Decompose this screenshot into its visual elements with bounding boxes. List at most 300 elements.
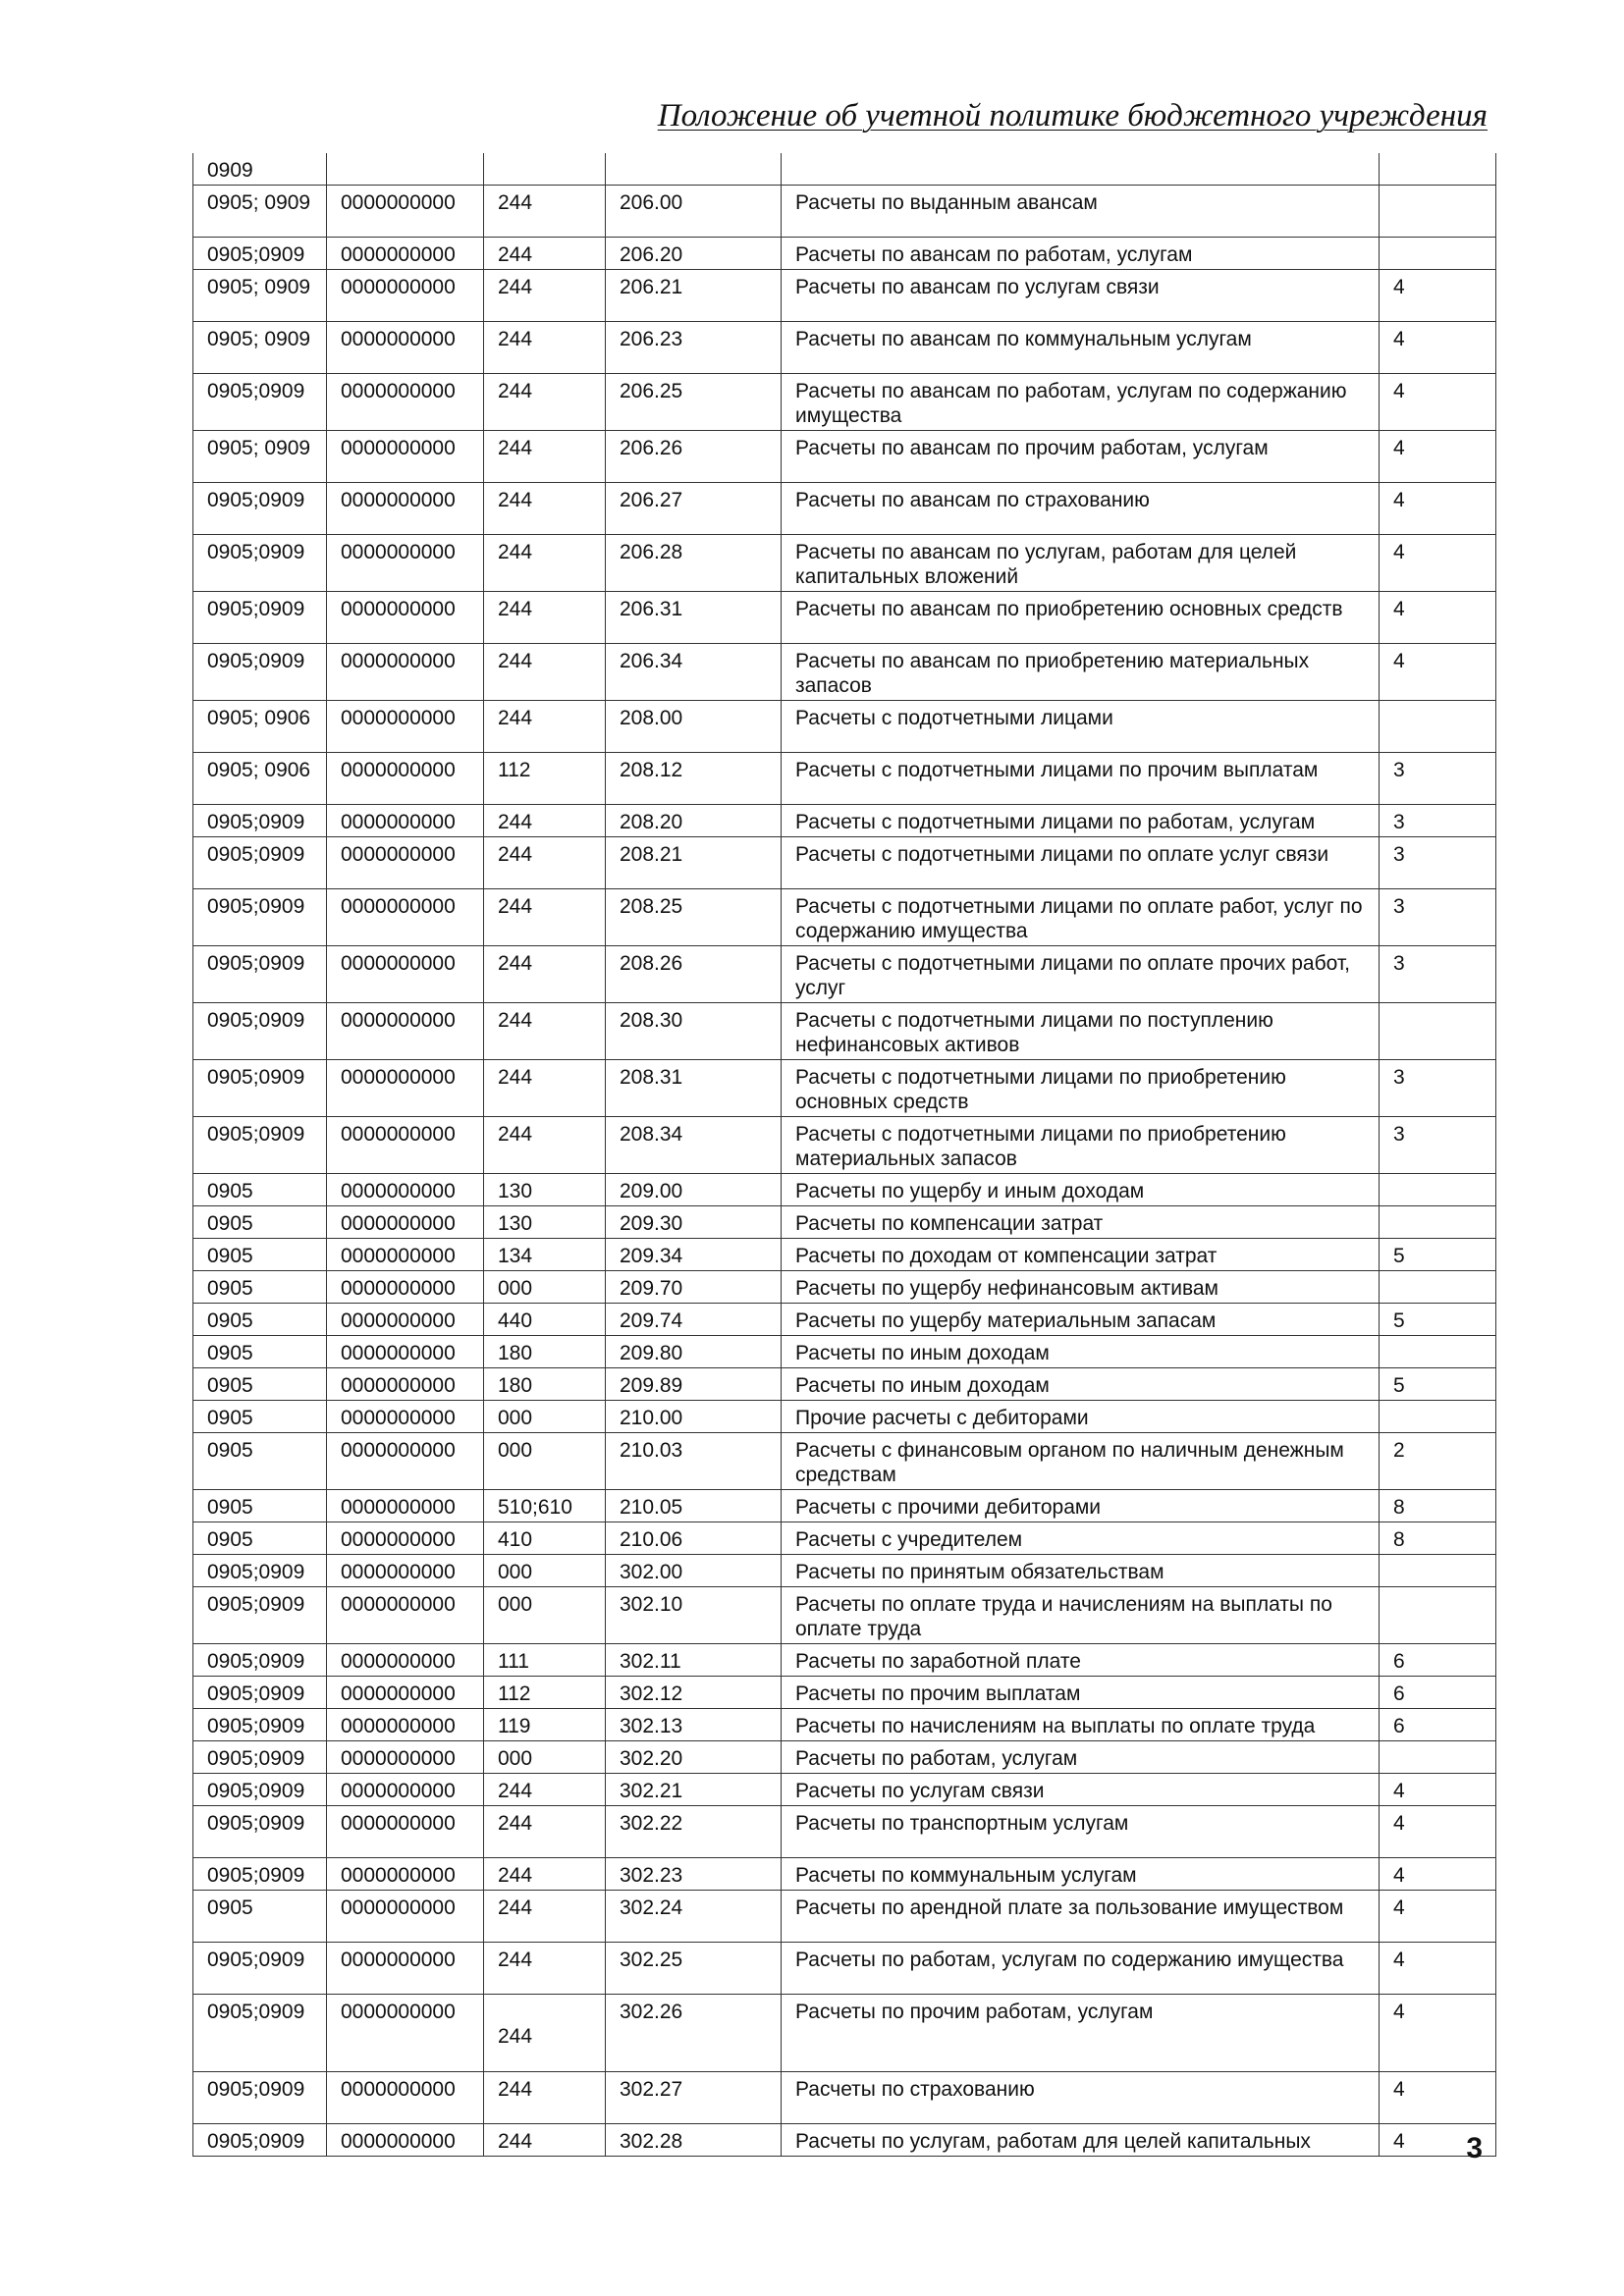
cell-account-name: Прочие расчеты с дебиторами — [782, 1401, 1380, 1433]
cell-kod: 4 — [1380, 644, 1496, 701]
cell-kod: 5 — [1380, 1239, 1496, 1271]
cell-kvr: 244 — [484, 889, 606, 946]
cell-account-name: Расчеты с подотчетными лицами по приобретению основных средств — [782, 1060, 1380, 1117]
cell-kcsr: 0000000000 — [327, 186, 484, 238]
cell-kvr: 244 — [484, 1806, 606, 1858]
cell-schet: 206.31 — [606, 592, 782, 644]
cell-account-name: Расчеты с подотчетными лицами по оплате услуг связи — [782, 837, 1380, 889]
cell-schet: 208.21 — [606, 837, 782, 889]
table-row — [193, 1239, 1496, 1271]
cell-schet: 302.13 — [606, 1709, 782, 1741]
cell-account-name: Расчеты по услугам связи — [782, 1774, 1380, 1806]
cell-razdel: 0905; 0906 — [193, 753, 327, 805]
cell-kcsr: 0000000000 — [327, 1774, 484, 1806]
cell-account-name: Расчеты по заработной плате — [782, 1644, 1380, 1677]
table-row — [193, 1271, 1496, 1304]
cell-kod — [1380, 701, 1496, 753]
cell-razdel: 0905;0909 — [193, 946, 327, 1003]
cell-account-name: Расчеты с финансовым органом по наличным денежным средствам — [782, 1433, 1380, 1490]
cell-kod: 3 — [1380, 805, 1496, 837]
cell-kcsr: 0000000000 — [327, 1587, 484, 1644]
cell-kvr: 119 — [484, 1709, 606, 1741]
cell-schet: 302.12 — [606, 1677, 782, 1709]
cell-kvr: 244 — [484, 2124, 606, 2157]
cell-razdel: 0905;0909 — [193, 483, 327, 535]
cell-razdel: 0905; 0909 — [193, 322, 327, 374]
cell-schet: 302.21 — [606, 1774, 782, 1806]
cell-kcsr: 0000000000 — [327, 322, 484, 374]
table-row — [193, 805, 1496, 837]
cell-kcsr: 0000000000 — [327, 374, 484, 431]
cell-kod: 4 — [1380, 1806, 1496, 1858]
cell-kod: 8 — [1380, 1522, 1496, 1555]
cell-account-name: Расчеты с учредителем — [782, 1522, 1380, 1555]
cell-kvr: 000 — [484, 1401, 606, 1433]
cell-account-name: Расчеты по авансам по прочим работам, услугам — [782, 431, 1380, 483]
cell-kvr: 130 — [484, 1206, 606, 1239]
cell-schet: 208.34 — [606, 1117, 782, 1174]
cell-razdel: 0905;0909 — [193, 1117, 327, 1174]
cell-kvr: 244 — [484, 946, 606, 1003]
cell-kod: 6 — [1380, 1677, 1496, 1709]
cell-schet: 208.30 — [606, 1003, 782, 1060]
cell-kvr: 244 — [484, 270, 606, 322]
cell-razdel: 0905;0909 — [193, 837, 327, 889]
cell-schet: 302.25 — [606, 1943, 782, 1995]
cell-schet: 208.26 — [606, 946, 782, 1003]
cell-kcsr: 0000000000 — [327, 889, 484, 946]
table-row — [193, 431, 1496, 483]
cell-kod — [1380, 1336, 1496, 1368]
table-row — [193, 753, 1496, 805]
cell-kvr: 244 — [484, 1891, 606, 1943]
cell-kod: 3 — [1380, 753, 1496, 805]
cell-kcsr: 0000000000 — [327, 1117, 484, 1174]
table-row — [193, 1368, 1496, 1401]
cell-account-name: Расчеты по ущербу нефинансовым активам — [782, 1271, 1380, 1304]
cell-schet: 206.25 — [606, 374, 782, 431]
cell-razdel: 0905 — [193, 1304, 327, 1336]
cell-kvr: 244 — [484, 2072, 606, 2124]
table-row — [193, 1587, 1496, 1644]
table-row — [193, 270, 1496, 322]
cell-kod: 4 — [1380, 1774, 1496, 1806]
cell-kcsr: 0000000000 — [327, 1206, 484, 1239]
cell-razdel: 0905; 0909 — [193, 270, 327, 322]
cell-schet: 209.89 — [606, 1368, 782, 1401]
table-row — [193, 1117, 1496, 1174]
table-row — [193, 483, 1496, 535]
cell-kvr: 180 — [484, 1336, 606, 1368]
cell-kcsr: 0000000000 — [327, 644, 484, 701]
page-header-title: Положение об учетной политике бюджетного учреждения — [657, 98, 1488, 133]
table-row — [193, 186, 1496, 238]
cell-schet: 208.00 — [606, 701, 782, 753]
cell-kod: 4 — [1380, 374, 1496, 431]
cell-account-name: Расчеты с подотчетными лицами — [782, 701, 1380, 753]
table-row — [193, 1741, 1496, 1774]
table-row — [193, 946, 1496, 1003]
table-row — [193, 1206, 1496, 1239]
cell-kod — [1380, 1174, 1496, 1206]
cell-kod: 8 — [1380, 1490, 1496, 1522]
cell-account-name: Расчеты с подотчетными лицами по поступлению нефинансовых активов — [782, 1003, 1380, 1060]
cell-account-name: Расчеты с подотчетными лицами по приобретению материальных запасов — [782, 1117, 1380, 1174]
cell-kcsr: 0000000000 — [327, 1522, 484, 1555]
cell-schet: 206.28 — [606, 535, 782, 592]
cell-razdel: 0905 — [193, 1239, 327, 1271]
cell-account-name: Расчеты по выданным авансам — [782, 186, 1380, 238]
table-row — [193, 1858, 1496, 1891]
cell-kod: 3 — [1380, 946, 1496, 1003]
cell-razdel: 0905;0909 — [193, 238, 327, 270]
cell-account-name: Расчеты с подотчетными лицами по работам, услугам — [782, 805, 1380, 837]
cell-schet: 209.30 — [606, 1206, 782, 1239]
table-row — [193, 1490, 1496, 1522]
cell-kcsr: 0000000000 — [327, 1858, 484, 1891]
cell-razdel: 0905;0909 — [193, 535, 327, 592]
table-row — [193, 644, 1496, 701]
cell-schet: 302.20 — [606, 1741, 782, 1774]
cell-kvr: 000 — [484, 1555, 606, 1587]
cell-kvr: 244 — [484, 644, 606, 701]
cell-kcsr: 0000000000 — [327, 1433, 484, 1490]
cell-kvr: 134 — [484, 1239, 606, 1271]
accounts-table-body — [193, 153, 1496, 2157]
cell-kvr: 180 — [484, 1368, 606, 1401]
cell-kcsr — [327, 153, 484, 186]
accounts-table — [192, 153, 1496, 2157]
cell-kvr: 000 — [484, 1271, 606, 1304]
cell-kcsr: 0000000000 — [327, 1806, 484, 1858]
cell-razdel: 0905;0909 — [193, 644, 327, 701]
cell-kod: 3 — [1380, 1117, 1496, 1174]
cell-kcsr: 0000000000 — [327, 1677, 484, 1709]
cell-kod — [1380, 1206, 1496, 1239]
cell-kcsr: 0000000000 — [327, 1003, 484, 1060]
cell-kcsr: 0000000000 — [327, 238, 484, 270]
cell-kvr: 244 — [484, 701, 606, 753]
cell-kcsr: 0000000000 — [327, 1644, 484, 1677]
cell-kcsr: 0000000000 — [327, 1271, 484, 1304]
cell-account-name: Расчеты по страхованию — [782, 2072, 1380, 2124]
cell-kcsr: 0000000000 — [327, 483, 484, 535]
table-row — [193, 1060, 1496, 1117]
cell-kod: 4 — [1380, 1943, 1496, 1995]
cell-account-name: Расчеты с подотчетными лицами по прочим выплатам — [782, 753, 1380, 805]
cell-schet: 206.23 — [606, 322, 782, 374]
cell-kod: 4 — [1380, 2072, 1496, 2124]
cell-schet: 209.34 — [606, 1239, 782, 1271]
cell-account-name: Расчеты по авансам по коммунальным услугам — [782, 322, 1380, 374]
cell-account-name: Расчеты по авансам по услугам связи — [782, 270, 1380, 322]
cell-kcsr: 0000000000 — [327, 270, 484, 322]
cell-schet: 209.00 — [606, 1174, 782, 1206]
table-row — [193, 1174, 1496, 1206]
cell-kcsr: 0000000000 — [327, 2072, 484, 2124]
cell-kod: 4 — [1380, 1891, 1496, 1943]
cell-razdel: 0905;0909 — [193, 592, 327, 644]
cell-kod: 3 — [1380, 1060, 1496, 1117]
cell-account-name — [782, 153, 1380, 186]
cell-kcsr: 0000000000 — [327, 946, 484, 1003]
cell-razdel: 0905 — [193, 1490, 327, 1522]
cell-schet: 210.06 — [606, 1522, 782, 1555]
cell-schet: 208.12 — [606, 753, 782, 805]
cell-kvr: 111 — [484, 1644, 606, 1677]
cell-schet: 206.20 — [606, 238, 782, 270]
cell-kcsr: 0000000000 — [327, 1060, 484, 1117]
cell-kvr: 244 — [484, 1060, 606, 1117]
cell-schet: 206.34 — [606, 644, 782, 701]
cell-account-name: Расчеты по работам, услугам — [782, 1741, 1380, 1774]
table-row — [193, 535, 1496, 592]
cell-razdel: 0905 — [193, 1433, 327, 1490]
cell-kvr: 244 — [484, 1995, 606, 2072]
table-row — [193, 2124, 1496, 2157]
cell-kvr: 000 — [484, 1741, 606, 1774]
cell-razdel: 0905;0909 — [193, 1677, 327, 1709]
cell-schet: 209.70 — [606, 1271, 782, 1304]
cell-account-name: Расчеты по авансам по работам, услугам — [782, 238, 1380, 270]
cell-kvr: 244 — [484, 1117, 606, 1174]
table-row — [193, 153, 1496, 186]
cell-account-name: Расчеты по авансам по приобретению материальных запасов — [782, 644, 1380, 701]
cell-razdel: 0905 — [193, 1891, 327, 1943]
cell-schet: 206.21 — [606, 270, 782, 322]
cell-razdel: 0905; 0909 — [193, 431, 327, 483]
cell-kod: 3 — [1380, 889, 1496, 946]
cell-schet: 302.22 — [606, 1806, 782, 1858]
cell-kvr: 244 — [484, 1943, 606, 1995]
cell-razdel: 0909 — [193, 153, 327, 186]
cell-kod: 2 — [1380, 1433, 1496, 1490]
cell-schet: 208.20 — [606, 805, 782, 837]
cell-account-name: Расчеты по принятым обязательствам — [782, 1555, 1380, 1587]
table-row — [193, 1522, 1496, 1555]
cell-account-name: Расчеты по транспортным услугам — [782, 1806, 1380, 1858]
cell-kod — [1380, 238, 1496, 270]
table-row — [193, 1433, 1496, 1490]
table-row — [193, 1774, 1496, 1806]
cell-kod: 4 — [1380, 322, 1496, 374]
cell-razdel: 0905; 0906 — [193, 701, 327, 753]
cell-kcsr: 0000000000 — [327, 1995, 484, 2072]
table-row — [193, 1401, 1496, 1433]
cell-kcsr: 0000000000 — [327, 753, 484, 805]
cell-razdel: 0905;0909 — [193, 1741, 327, 1774]
cell-account-name: Расчеты по услугам, работам для целей капитальных — [782, 2124, 1380, 2157]
cell-account-name: Расчеты по компенсации затрат — [782, 1206, 1380, 1239]
table-row — [193, 1677, 1496, 1709]
cell-kvr: 112 — [484, 1677, 606, 1709]
cell-razdel: 0905;0909 — [193, 1995, 327, 2072]
table-row — [193, 1555, 1496, 1587]
cell-schet: 206.26 — [606, 431, 782, 483]
cell-kod: 4 — [1380, 270, 1496, 322]
cell-kvr: 440 — [484, 1304, 606, 1336]
table-row — [193, 1003, 1496, 1060]
cell-kvr: 244 — [484, 431, 606, 483]
cell-kod — [1380, 1555, 1496, 1587]
cell-kvr: 244 — [484, 1858, 606, 1891]
cell-account-name: Расчеты по авансам по работам, услугам по содержанию имущества — [782, 374, 1380, 431]
cell-schet: 302.28 — [606, 2124, 782, 2157]
cell-kcsr: 0000000000 — [327, 805, 484, 837]
cell-schet: 302.00 — [606, 1555, 782, 1587]
cell-razdel: 0905;0909 — [193, 1943, 327, 1995]
cell-account-name: Расчеты по арендной плате за пользование имуществом — [782, 1891, 1380, 1943]
cell-kod — [1380, 1741, 1496, 1774]
cell-account-name: Расчеты по прочим выплатам — [782, 1677, 1380, 1709]
cell-kvr: 244 — [484, 186, 606, 238]
cell-kod: 6 — [1380, 1644, 1496, 1677]
cell-account-name: Расчеты с подотчетными лицами по оплате прочих работ, услуг — [782, 946, 1380, 1003]
cell-kvr: 244 — [484, 1774, 606, 1806]
cell-schet: 208.31 — [606, 1060, 782, 1117]
table-row — [193, 1336, 1496, 1368]
cell-kcsr: 0000000000 — [327, 592, 484, 644]
table-row — [193, 1891, 1496, 1943]
cell-kod: 4 — [1380, 535, 1496, 592]
cell-kcsr: 0000000000 — [327, 1304, 484, 1336]
cell-razdel: 0905 — [193, 1401, 327, 1433]
table-row — [193, 322, 1496, 374]
cell-razdel: 0905;0909 — [193, 2072, 327, 2124]
cell-account-name: Расчеты по иным доходам — [782, 1336, 1380, 1368]
cell-kod: 4 — [1380, 1995, 1496, 2072]
cell-razdel: 0905;0909 — [193, 1774, 327, 1806]
cell-kcsr: 0000000000 — [327, 431, 484, 483]
cell-kod — [1380, 186, 1496, 238]
cell-razdel: 0905 — [193, 1368, 327, 1401]
table-row — [193, 1709, 1496, 1741]
cell-schet: 302.26 — [606, 1995, 782, 2072]
cell-razdel: 0905;0909 — [193, 889, 327, 946]
cell-kod: 4 — [1380, 1858, 1496, 1891]
cell-kvr: 410 — [484, 1522, 606, 1555]
cell-kvr: 244 — [484, 483, 606, 535]
table-row — [193, 592, 1496, 644]
cell-kod — [1380, 1003, 1496, 1060]
cell-razdel: 0905 — [193, 1522, 327, 1555]
table-row — [193, 238, 1496, 270]
cell-kod: 5 — [1380, 1368, 1496, 1401]
cell-account-name: Расчеты по авансам по страхованию — [782, 483, 1380, 535]
cell-account-name: Расчеты по прочим работам, услугам — [782, 1995, 1380, 2072]
cell-account-name: Расчеты по коммунальным услугам — [782, 1858, 1380, 1891]
page-number: 3 — [1466, 2132, 1483, 2164]
cell-kcsr: 0000000000 — [327, 1709, 484, 1741]
cell-account-name: Расчеты с прочими дебиторами — [782, 1490, 1380, 1522]
cell-kod — [1380, 1401, 1496, 1433]
cell-kod: 5 — [1380, 1304, 1496, 1336]
cell-kcsr: 0000000000 — [327, 837, 484, 889]
cell-kvr: 244 — [484, 322, 606, 374]
cell-schet — [606, 153, 782, 186]
cell-razdel: 0905;0909 — [193, 1709, 327, 1741]
cell-kvr: 244 — [484, 1003, 606, 1060]
cell-kvr: 244 — [484, 374, 606, 431]
cell-kvr: 112 — [484, 753, 606, 805]
cell-account-name: Расчеты по иным доходам — [782, 1368, 1380, 1401]
cell-kod — [1380, 1271, 1496, 1304]
cell-kcsr: 0000000000 — [327, 1555, 484, 1587]
table-row — [193, 1995, 1496, 2072]
cell-account-name: Расчеты по авансам по услугам, работам для целей капитальных вложений — [782, 535, 1380, 592]
cell-kcsr: 0000000000 — [327, 1336, 484, 1368]
cell-kcsr: 0000000000 — [327, 701, 484, 753]
cell-schet: 209.74 — [606, 1304, 782, 1336]
table-row — [193, 1806, 1496, 1858]
cell-kod — [1380, 1587, 1496, 1644]
cell-kcsr: 0000000000 — [327, 1368, 484, 1401]
cell-kcsr: 0000000000 — [327, 2124, 484, 2157]
cell-razdel: 0905 — [193, 1336, 327, 1368]
cell-razdel: 0905 — [193, 1174, 327, 1206]
table-row — [193, 2072, 1496, 2124]
cell-schet: 302.23 — [606, 1858, 782, 1891]
cell-razdel: 0905;0909 — [193, 1003, 327, 1060]
cell-account-name: Расчеты по ущербу материальным запасам — [782, 1304, 1380, 1336]
cell-kvr: 244 — [484, 592, 606, 644]
cell-kod: 6 — [1380, 1709, 1496, 1741]
cell-kod: 4 — [1380, 2124, 1496, 2157]
cell-schet: 302.27 — [606, 2072, 782, 2124]
table-row — [193, 1644, 1496, 1677]
cell-kcsr: 0000000000 — [327, 1239, 484, 1271]
cell-schet: 206.27 — [606, 483, 782, 535]
cell-account-name: Расчеты по доходам от компенсации затрат — [782, 1239, 1380, 1271]
cell-razdel: 0905;0909 — [193, 1644, 327, 1677]
cell-kcsr: 0000000000 — [327, 535, 484, 592]
cell-kvr: 000 — [484, 1433, 606, 1490]
cell-kvr: 244 — [484, 238, 606, 270]
cell-schet: 209.80 — [606, 1336, 782, 1368]
cell-razdel: 0905; 0909 — [193, 186, 327, 238]
cell-razdel: 0905;0909 — [193, 1060, 327, 1117]
cell-razdel: 0905;0909 — [193, 805, 327, 837]
table-row — [193, 1304, 1496, 1336]
cell-kcsr: 0000000000 — [327, 1741, 484, 1774]
cell-kvr — [484, 153, 606, 186]
cell-razdel: 0905;0909 — [193, 1555, 327, 1587]
cell-kcsr: 0000000000 — [327, 1174, 484, 1206]
cell-account-name: Расчеты по оплате труда и начислениям на выплаты по оплате труда — [782, 1587, 1380, 1644]
cell-razdel: 0905;0909 — [193, 1858, 327, 1891]
cell-kcsr: 0000000000 — [327, 1891, 484, 1943]
cell-kod: 4 — [1380, 483, 1496, 535]
cell-schet: 206.00 — [606, 186, 782, 238]
cell-schet: 210.00 — [606, 1401, 782, 1433]
cell-razdel: 0905 — [193, 1271, 327, 1304]
table-row — [193, 701, 1496, 753]
cell-account-name: Расчеты с подотчетными лицами по оплате работ, услуг по содержанию имущества — [782, 889, 1380, 946]
cell-kvr: 244 — [484, 805, 606, 837]
cell-kvr: 244 — [484, 535, 606, 592]
cell-schet: 302.24 — [606, 1891, 782, 1943]
cell-kod: 3 — [1380, 837, 1496, 889]
cell-kod — [1380, 153, 1496, 186]
cell-razdel: 0905;0909 — [193, 1806, 327, 1858]
cell-kvr: 510;610 — [484, 1490, 606, 1522]
cell-kvr: 000 — [484, 1587, 606, 1644]
cell-schet: 302.11 — [606, 1644, 782, 1677]
cell-razdel: 0905;0909 — [193, 1587, 327, 1644]
cell-kvr: 130 — [484, 1174, 606, 1206]
cell-kod: 4 — [1380, 431, 1496, 483]
cell-razdel: 0905 — [193, 1206, 327, 1239]
